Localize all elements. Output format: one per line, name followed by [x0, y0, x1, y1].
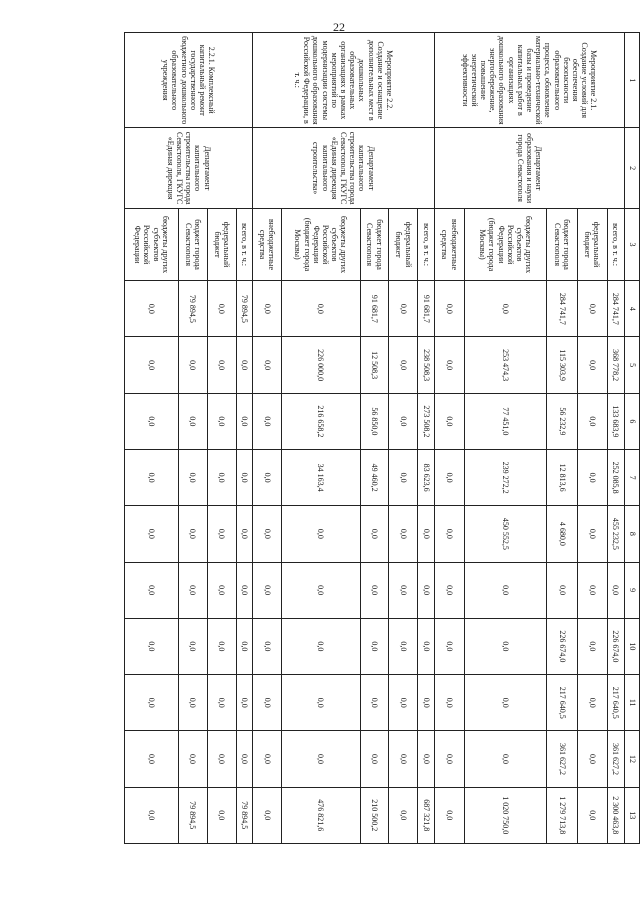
amount-cell: 0,0	[577, 731, 607, 787]
amount-cell: 0,0	[389, 281, 418, 337]
amount-cell: 0,0	[434, 281, 464, 337]
amount-cell: 0,0	[418, 731, 434, 787]
amount-cell: 0,0	[236, 675, 252, 731]
executor-cell: Департамент образования и науки города Севастополя	[434, 128, 624, 208]
amount-cell: 0,0	[281, 675, 360, 731]
activity-cell: Мероприятие 2.1. Создание условий для обеспечения безопасности образовательного процесса, обновление материально-технической базы и проведение капитальных работ в организациях дошкольного образования энергосбережение, повышение энергетической эффективности	[434, 33, 624, 128]
amount-cell: 1 279 713,8	[547, 787, 577, 843]
amount-cell: 0,0	[389, 787, 418, 843]
amount-cell: 0,0	[236, 562, 252, 618]
amount-cell: 0,0	[253, 450, 282, 506]
funding-source-cell: федеральный бюджет	[207, 208, 236, 280]
amount-cell: 0,0	[577, 562, 607, 618]
amount-cell: 0,0	[207, 618, 236, 674]
executor-cell: Департамент капитального строительства города Севастополя, ГКУГС «Единая дирекция	[125, 128, 253, 208]
amount-cell: 0,0	[577, 393, 607, 449]
amount-cell: 0,0	[253, 281, 282, 337]
amount-cell: 0,0	[253, 393, 282, 449]
amount-cell: 49 460,2	[360, 450, 389, 506]
amount-cell: 0,0	[281, 281, 360, 337]
column-number-row	[625, 33, 640, 844]
amount-cell: 0,0	[207, 562, 236, 618]
column-number: 7	[625, 450, 640, 506]
amount-cell: 0,0	[281, 618, 360, 674]
amount-cell: 0,0	[360, 506, 389, 562]
page-number: 22	[333, 20, 345, 34]
amount-cell: 79 894,5	[236, 787, 252, 843]
funding-source-cell: бюджет города Севастополя	[360, 208, 389, 280]
amount-cell: 0,0	[253, 731, 282, 787]
amount-cell: 687 321,8	[418, 787, 434, 843]
amount-cell: 12 813,6	[547, 450, 577, 506]
funding-source-cell: внебюджетные средства	[253, 208, 282, 280]
amount-cell: 0,0	[360, 618, 389, 674]
amount-cell: 77 451,0	[465, 393, 547, 449]
amount-cell: 0,0	[434, 675, 464, 731]
amount-cell: 0,0	[125, 337, 179, 393]
column-number: 9	[625, 562, 640, 618]
amount-cell: 0,0	[465, 675, 547, 731]
amount-cell: 0,0	[253, 787, 282, 843]
amount-cell: 0,0	[434, 618, 464, 674]
budget-table	[124, 32, 640, 844]
column-number: 13	[625, 787, 640, 843]
executor-cell: Департамент капитального строительства города Севастополя, ГКУГС «Единая дирекция капитального строительства»	[253, 128, 435, 208]
amount-cell: 368 778,2	[607, 337, 624, 393]
amount-cell: 56 850,0	[360, 393, 389, 449]
amount-cell: 0,0	[253, 506, 282, 562]
funding-source-cell: всего, в т. ч.:	[607, 208, 624, 280]
amount-cell: 226 674,0	[607, 618, 624, 674]
column-number: 11	[625, 675, 640, 731]
amount-cell: 0,0	[178, 731, 207, 787]
amount-cell: 0,0	[360, 675, 389, 731]
amount-cell: 115 303,9	[547, 337, 577, 393]
amount-cell: 0,0	[207, 450, 236, 506]
funding-source-cell: бюджет города Севастополя	[547, 208, 577, 280]
amount-cell: 0,0	[125, 787, 179, 843]
amount-cell: 0,0	[389, 393, 418, 449]
funding-source-cell: бюджет города Севастополя	[178, 208, 207, 280]
amount-cell: 226 674,0	[547, 618, 577, 674]
funding-source-cell: федеральный бюджет	[389, 208, 418, 280]
funding-source-cell: внебюджетные средства	[434, 208, 464, 280]
amount-cell: 0,0	[236, 337, 252, 393]
funding-source-cell: всего, в т. ч.:	[418, 208, 434, 280]
amount-cell: 79 894,5	[178, 787, 207, 843]
amount-cell: 0,0	[434, 562, 464, 618]
amount-cell: 91 681,7	[418, 281, 434, 337]
activity-cell: 2.2.1. Комплексный капитальный ремонт государственного бюджетного дошкольного образовательного учреждения	[125, 33, 253, 128]
amount-cell: 0,0	[389, 337, 418, 393]
amount-cell: 79 894,5	[178, 281, 207, 337]
amount-cell: 83 623,6	[418, 450, 434, 506]
amount-cell: 0,0	[465, 281, 547, 337]
amount-cell: 0,0	[207, 337, 236, 393]
amount-cell: 238 508,3	[418, 337, 434, 393]
amount-cell: 361 627,2	[607, 731, 624, 787]
amount-cell: 0,0	[253, 562, 282, 618]
amount-cell: 0,0	[577, 337, 607, 393]
amount-cell: 284 741,7	[607, 281, 624, 337]
amount-cell: 226 000,0	[281, 337, 360, 393]
amount-cell: 0,0	[253, 675, 282, 731]
amount-cell: 0,0	[360, 562, 389, 618]
amount-cell: 0,0	[253, 618, 282, 674]
amount-cell: 0,0	[418, 675, 434, 731]
amount-cell: 0,0	[178, 393, 207, 449]
amount-cell: 0,0	[125, 393, 179, 449]
amount-cell: 0,0	[207, 506, 236, 562]
amount-cell: 0,0	[434, 393, 464, 449]
amount-cell: 0,0	[207, 787, 236, 843]
amount-cell: 0,0	[281, 506, 360, 562]
amount-cell: 0,0	[434, 731, 464, 787]
amount-cell: 0,0	[434, 450, 464, 506]
amount-cell: 0,0	[178, 450, 207, 506]
amount-cell: 216 658,2	[281, 393, 360, 449]
amount-cell: 0,0	[577, 450, 607, 506]
amount-cell: 0,0	[236, 506, 252, 562]
funding-source-cell: бюджеты других субъектов Российской Федерации (бюджет города Москвы)	[465, 208, 547, 280]
budget-table-sheet	[124, 32, 640, 844]
amount-cell: 0,0	[125, 675, 179, 731]
funding-source-cell: бюджеты других субъектов Российской Федерации (бюджет города Москвы)	[281, 208, 360, 280]
column-number: 10	[625, 618, 640, 674]
amount-cell: 450 552,5	[465, 506, 547, 562]
amount-cell: 0,0	[207, 675, 236, 731]
amount-cell: 0,0	[577, 281, 607, 337]
amount-cell: 217 640,5	[547, 675, 577, 731]
amount-cell: 0,0	[434, 787, 464, 843]
amount-cell: 0,0	[577, 618, 607, 674]
amount-cell: 361 627,2	[547, 731, 577, 787]
column-number: 6	[625, 393, 640, 449]
amount-cell: 34 163,4	[281, 450, 360, 506]
amount-cell: 0,0	[125, 450, 179, 506]
amount-cell: 284 741,7	[547, 281, 577, 337]
table-row	[418, 33, 434, 844]
amount-cell: 0,0	[125, 281, 179, 337]
amount-cell: 252 085,8	[607, 450, 624, 506]
amount-cell: 12 508,3	[360, 337, 389, 393]
amount-cell: 0,0	[125, 731, 179, 787]
amount-cell: 0,0	[434, 337, 464, 393]
amount-cell: 0,0	[207, 731, 236, 787]
amount-cell: 0,0	[465, 618, 547, 674]
amount-cell: 0,0	[178, 506, 207, 562]
table-row	[607, 33, 624, 844]
amount-cell: 0,0	[281, 731, 360, 787]
column-number: 4	[625, 281, 640, 337]
column-number: 12	[625, 731, 640, 787]
amount-cell: 0,0	[389, 562, 418, 618]
amount-cell: 133 683,9	[607, 393, 624, 449]
amount-cell: 0,0	[418, 618, 434, 674]
amount-cell: 4 680,0	[547, 506, 577, 562]
amount-cell: 0,0	[178, 337, 207, 393]
amount-cell: 0,0	[281, 562, 360, 618]
amount-cell: 91 681,7	[360, 281, 389, 337]
amount-cell: 0,0	[465, 731, 547, 787]
amount-cell: 253 474,3	[465, 337, 547, 393]
column-number: 3	[625, 208, 640, 280]
amount-cell: 0,0	[125, 618, 179, 674]
table-row	[236, 33, 252, 844]
amount-cell: 0,0	[178, 618, 207, 674]
activity-cell: Мероприятие 2.2. Создание и оснащение дополнительных мест в дошкольных образовательных организациях в рамках мероприятий по модернизации системы дошкольного образования Российской Федерации, в т. ч.:	[253, 33, 435, 128]
amount-cell: 476 821,6	[281, 787, 360, 843]
column-number: 8	[625, 506, 640, 562]
amount-cell: 0,0	[389, 675, 418, 731]
amount-cell: 0,0	[577, 506, 607, 562]
amount-cell: 0,0	[465, 562, 547, 618]
amount-cell: 273 508,2	[418, 393, 434, 449]
amount-cell: 455 232,5	[607, 506, 624, 562]
amount-cell: 0,0	[418, 506, 434, 562]
amount-cell: 0,0	[207, 393, 236, 449]
amount-cell: 239 272,2	[465, 450, 547, 506]
amount-cell: 0,0	[389, 506, 418, 562]
amount-cell: 0,0	[207, 281, 236, 337]
amount-cell: 0,0	[236, 618, 252, 674]
funding-source-cell: всего, в т. ч.:	[236, 208, 252, 280]
amount-cell: 0,0	[547, 562, 577, 618]
amount-cell: 0,0	[360, 731, 389, 787]
amount-cell: 56 232,9	[547, 393, 577, 449]
amount-cell: 0,0	[577, 675, 607, 731]
amount-cell: 79 894,5	[236, 281, 252, 337]
column-number: 1	[625, 33, 640, 128]
amount-cell: 0,0	[125, 562, 179, 618]
amount-cell: 0,0	[418, 562, 434, 618]
amount-cell: 0,0	[577, 787, 607, 843]
amount-cell: 0,0	[236, 393, 252, 449]
funding-source-cell: федеральный бюджет	[577, 208, 607, 280]
amount-cell: 217 640,5	[607, 675, 624, 731]
amount-cell: 2 300 463,8	[607, 787, 624, 843]
amount-cell: 210 500,2	[360, 787, 389, 843]
amount-cell: 0,0	[389, 618, 418, 674]
amount-cell: 0,0	[607, 562, 624, 618]
amount-cell: 0,0	[236, 731, 252, 787]
amount-cell: 0,0	[236, 450, 252, 506]
funding-source-cell: бюджеты других субъектов Российской Федерации	[125, 208, 179, 280]
amount-cell: 0,0	[125, 506, 179, 562]
amount-cell: 0,0	[389, 450, 418, 506]
amount-cell: 0,0	[253, 337, 282, 393]
amount-cell: 0,0	[178, 562, 207, 618]
column-number: 2	[625, 128, 640, 208]
amount-cell: 0,0	[178, 675, 207, 731]
amount-cell: 0,0	[434, 506, 464, 562]
amount-cell: 0,0	[389, 731, 418, 787]
amount-cell: 1 020 750,0	[465, 787, 547, 843]
column-number: 5	[625, 337, 640, 393]
